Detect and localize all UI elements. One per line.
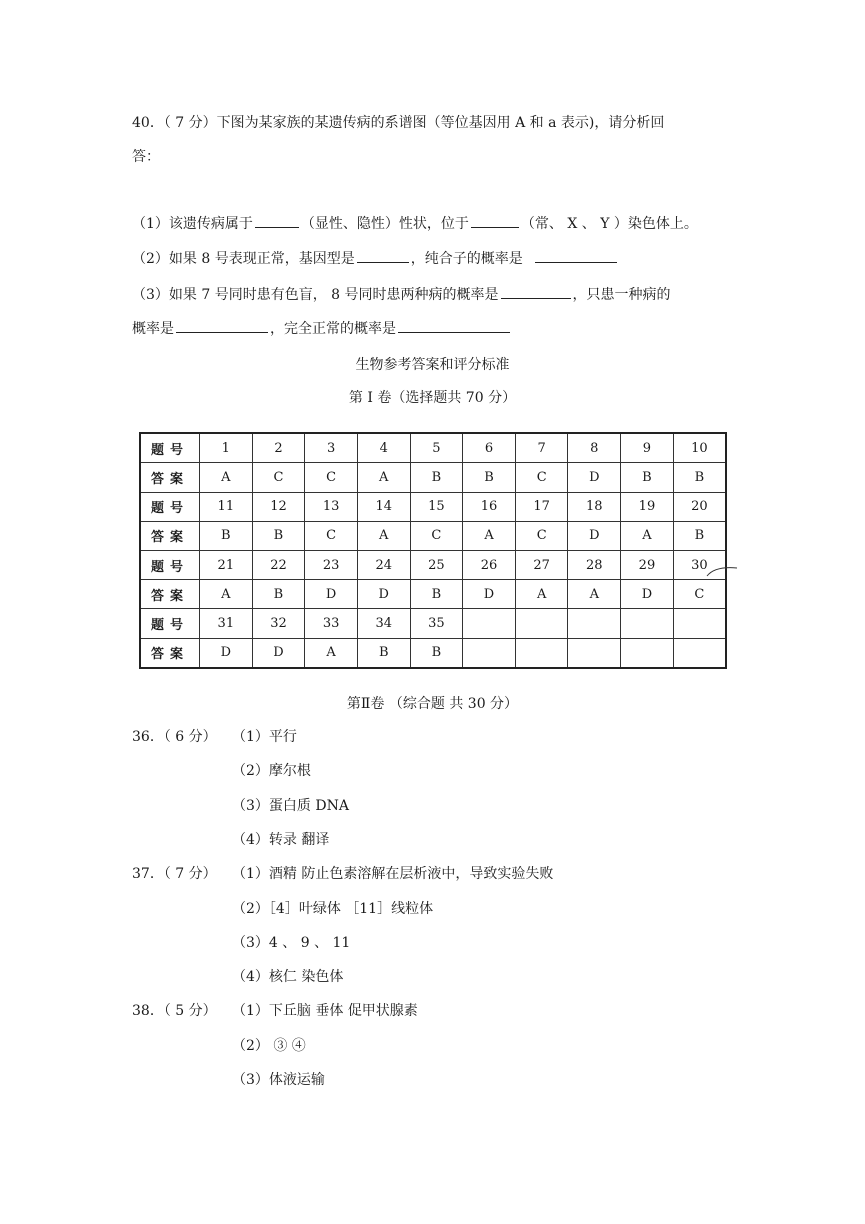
- question-40-line-1: 40．（ 7 分）下图为某家族的某遗传病的系谱图（等位基因用 A 和 a 表示)，请分析回: [132, 115, 665, 131]
- question-number-cell: 21: [200, 550, 253, 579]
- answer-cell: A: [200, 463, 253, 492]
- question-number-row: [140, 433, 726, 463]
- answer-cell: A: [568, 580, 621, 609]
- row-label: 答案: [140, 463, 200, 492]
- answer-cell: C: [515, 463, 568, 492]
- question-number-row: [140, 609, 726, 638]
- question-number-cell: 35: [410, 609, 463, 638]
- answer-cell: A: [357, 463, 410, 492]
- row-label: 题号: [140, 609, 200, 638]
- question-40-part-3: [132, 284, 671, 304]
- answer-cell: C: [410, 521, 463, 550]
- answer-cell: D: [305, 580, 358, 609]
- q1-text-a: （1）该遗传病属于: [132, 216, 253, 232]
- question-number-row: [140, 550, 726, 579]
- answer-cell: B: [410, 580, 463, 609]
- answer-cell: D: [568, 521, 621, 550]
- question-number-cell: 30: [673, 550, 726, 579]
- answer-blank: [471, 213, 519, 228]
- row-label: 题号: [140, 550, 200, 579]
- question-number-cell: 8: [568, 433, 621, 463]
- answer-cell: [673, 638, 726, 668]
- part-1-title: 第 I 卷（选择题共 70 分）: [348, 390, 517, 406]
- row-label: 答案: [140, 580, 200, 609]
- question-number-cell: 33: [305, 609, 358, 638]
- answer-line: （4）核仁 染色体: [232, 969, 344, 986]
- question-number-cell: 19: [621, 492, 674, 521]
- answer-cell: [515, 638, 568, 668]
- question-number-cell: 23: [305, 550, 358, 579]
- question-number-cell: 3: [305, 433, 358, 463]
- question-number-cell: 14: [357, 492, 410, 521]
- answer-table: [139, 432, 727, 669]
- question-number-cell: 29: [621, 550, 674, 579]
- row-label: 题号: [140, 492, 200, 521]
- answer-blank: [357, 248, 409, 263]
- question-number-cell: 32: [252, 609, 305, 638]
- answer-cell: D: [357, 580, 410, 609]
- answer-cell: [621, 638, 674, 668]
- answer-line: （4）转录 翻译: [232, 831, 330, 848]
- question-40-line-2: 答：: [132, 149, 160, 165]
- question-number-cell: 11: [200, 492, 253, 521]
- question-number-cell: [673, 609, 726, 638]
- answer-cell: D: [621, 580, 674, 609]
- answer-line: （3）蛋白质 DNA: [232, 797, 349, 814]
- answer-cell: A: [200, 580, 253, 609]
- answer-cell: B: [673, 521, 726, 550]
- pen-mark: [705, 562, 739, 580]
- answer-cell: A: [357, 521, 410, 550]
- row-label: 答案: [140, 638, 200, 668]
- question-number-cell: 15: [410, 492, 463, 521]
- answer-cell: B: [410, 463, 463, 492]
- answer-cell: B: [463, 463, 516, 492]
- q2-text-a: （2）如果 8 号表现正常，基因型是: [132, 251, 355, 267]
- answer-cell: A: [463, 521, 516, 550]
- row-label: 题号: [140, 433, 200, 463]
- question-number-cell: [515, 609, 568, 638]
- question-number-cell: 24: [357, 550, 410, 579]
- question-number-cell: 9: [621, 433, 674, 463]
- question-number-cell: 34: [357, 609, 410, 638]
- question-number-cell: 13: [305, 492, 358, 521]
- q3-text-d: ，完全正常的概率是: [270, 321, 396, 337]
- answer-row: [140, 580, 726, 609]
- q2-text-b: ，纯合子的概率是: [410, 251, 523, 267]
- answer-line: （1）下丘脑 垂体 促甲状腺素: [232, 1003, 418, 1020]
- answer-line: （3）体液运输: [232, 1072, 325, 1088]
- question-40-part-1: [132, 213, 698, 233]
- answer-line: （3）4 、 9 、 11: [232, 934, 351, 951]
- answer-row: [140, 521, 726, 550]
- q1-text-b: （显性、隐性）性状，位于: [300, 216, 469, 232]
- question-number-cell: 18: [568, 492, 621, 521]
- answer-line: （1）平行: [232, 729, 297, 745]
- answer-cell: [568, 638, 621, 668]
- answer-cell: C: [305, 521, 358, 550]
- answer-line: （2） ③ ④: [232, 1037, 306, 1054]
- question-number-row: [140, 492, 726, 521]
- answer-cell: B: [252, 580, 305, 609]
- question-number-cell: 25: [410, 550, 463, 579]
- answer-cell: B: [673, 463, 726, 492]
- answer-cell: [463, 638, 516, 668]
- answer-key-title: 生物参考答案和评分标准: [355, 357, 510, 373]
- answer-cell: C: [673, 580, 726, 609]
- question-number-cell: 31: [200, 609, 253, 638]
- answer-cell: D: [200, 638, 253, 668]
- question-number-cell: 16: [463, 492, 516, 521]
- question-40-part-3-cont: [132, 318, 512, 338]
- answer-cell: C: [305, 463, 358, 492]
- answer-cell: B: [200, 521, 253, 550]
- question-label: 36．（ 6 分）: [132, 729, 217, 745]
- question-number-cell: [463, 609, 516, 638]
- question-label: 37．（ 7 分）: [132, 866, 217, 883]
- answer-cell: D: [568, 463, 621, 492]
- answer-blank: [398, 318, 510, 333]
- part-2-title: 第Ⅱ卷 （综合题 共 30 分）: [346, 696, 519, 712]
- answer-cell: A: [621, 521, 674, 550]
- question-number-cell: 6: [463, 433, 516, 463]
- answer-cell: A: [515, 580, 568, 609]
- question-number-cell: [568, 609, 621, 638]
- question-number-cell: 28: [568, 550, 621, 579]
- answer-cell: C: [515, 521, 568, 550]
- q3-text-a: （3）如果 7 号同时患有色盲， 8 号同时患两种病的概率是: [132, 287, 499, 303]
- answer-cell: C: [252, 463, 305, 492]
- question-number-cell: 1: [200, 433, 253, 463]
- answer-blank: [255, 213, 299, 228]
- question-number-cell: 10: [673, 433, 726, 463]
- question-40-part-2: [132, 248, 619, 268]
- answer-cell: B: [252, 521, 305, 550]
- question-label: 38．（ 5 分）: [132, 1003, 217, 1020]
- q1-text-c: （常、 X 、 Y ）染色体上。: [520, 216, 698, 232]
- question-number-cell: 4: [357, 433, 410, 463]
- answer-blank: [176, 318, 268, 333]
- answer-row: [140, 638, 726, 668]
- question-number-cell: 2: [252, 433, 305, 463]
- answer-line: （2）摩尔根: [232, 763, 311, 780]
- question-number-cell: 22: [252, 550, 305, 579]
- answer-line: （1）酒精 防止色素溶解在层析液中，导致实验失败: [232, 866, 554, 883]
- row-label: 答案: [140, 521, 200, 550]
- answer-blank: [501, 284, 571, 299]
- question-number-cell: 17: [515, 492, 568, 521]
- question-number-cell: 7: [515, 433, 568, 463]
- question-number-cell: 26: [463, 550, 516, 579]
- answer-cell: B: [357, 638, 410, 668]
- question-number-cell: 20: [673, 492, 726, 521]
- q3-text-b: ，只患一种病的: [572, 287, 671, 303]
- answer-cell: D: [252, 638, 305, 668]
- question-number-cell: 12: [252, 492, 305, 521]
- answer-blank: [535, 248, 617, 263]
- q3-text-c: 概率是: [132, 321, 174, 337]
- answer-cell: B: [410, 638, 463, 668]
- question-number-cell: [621, 609, 674, 638]
- answer-row: [140, 463, 726, 492]
- question-number-cell: 27: [515, 550, 568, 579]
- answer-cell: A: [305, 638, 358, 668]
- answer-line: （2）［4］叶绿体 ［11］线粒体: [232, 900, 434, 917]
- answer-cell: D: [463, 580, 516, 609]
- answer-cell: B: [621, 463, 674, 492]
- question-number-cell: 5: [410, 433, 463, 463]
